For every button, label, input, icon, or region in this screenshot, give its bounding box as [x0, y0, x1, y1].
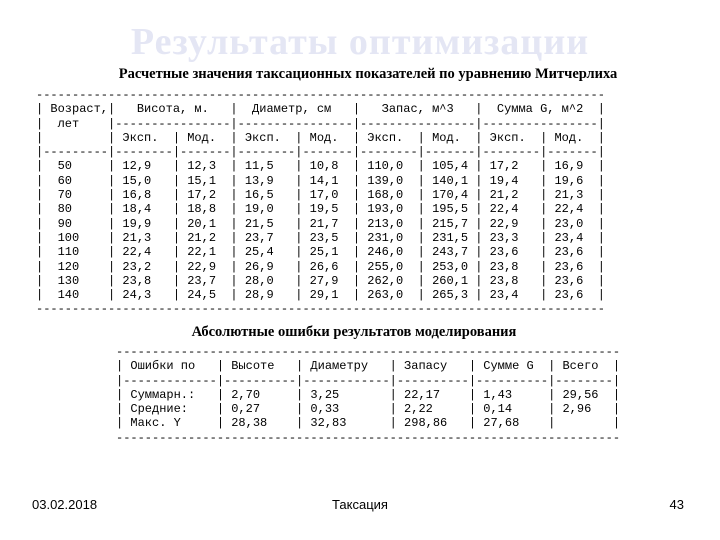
table-header-row: | лет |----------------|----------------|----------------|----------------|	[36, 116, 605, 131]
table-header-row: | Ошибки по | Высоте | Диаметру | Запасу | Сумме G | Всего |	[116, 359, 621, 374]
footer-subject: Таксация	[332, 497, 388, 512]
page-number: 43	[669, 497, 684, 512]
table-rule: ----------------------------------------------------------------------	[116, 430, 621, 445]
table-row: | Средние: | 0,27 | 0,33 | 2,22 | 0,14 | 2,96 |	[116, 402, 621, 417]
table-subheader-row: | | Эксп. | Мод. | Эксп. | Мод. | Эксп. | Мод. | Эксп. | Мод. |	[36, 130, 605, 145]
table-row: | 140 | 24,3 | 24,5 | 28,9 | 29,1 | 263,0 | 265,3 | 23,4 | 23,6 |	[36, 288, 605, 303]
table-row: | 50 | 12,9 | 12,3 | 11,5 | 10,8 | 110,0 | 105,4 | 17,2 | 16,9 |	[36, 159, 605, 174]
table-rule: ----------------------------------------------------------------------	[116, 345, 621, 359]
table-row: | 110 | 22,4 | 22,1 | 25,4 | 25,1 | 246,0 | 243,7 | 23,6 | 23,6 |	[36, 245, 605, 260]
table-row: | Макс. Y | 28,38 | 32,83 | 298,86 | 27,68 | |	[116, 416, 621, 431]
table-rule: -------------------------------------------------------------------------------	[36, 88, 605, 102]
table-rule: |-------------|----------|------------|----------|----------|--------|	[116, 373, 621, 388]
table2-caption: Абсолютные ошибки результатов моделирования	[191, 324, 517, 340]
table-row: | 80 | 18,4 | 18,8 | 19,0 | 19,5 | 193,0 | 195,5 | 22,4 | 22,4 |	[36, 202, 605, 217]
table-row: | 100 | 21,3 | 21,2 | 23,7 | 23,5 | 231,0 | 231,5 | 23,3 | 23,4 |	[36, 230, 605, 245]
table-rule: -------------------------------------------------------------------------------	[36, 302, 605, 317]
table-row: | 90 | 19,9 | 20,1 | 21,5 | 21,7 | 213,0 | 215,7 | 22,9 | 23,0 |	[36, 216, 605, 231]
footer-date: 03.02.2018	[32, 497, 98, 512]
table1-caption: Расчетные значения таксационных показателей по уравнению Митчерлиха	[118, 66, 618, 82]
table-row: | Суммарн.: | 2,70 | 3,25 | 22,17 | 1,43 | 29,56 |	[116, 387, 621, 402]
absolute-errors-table	[116, 345, 620, 445]
mitscherlich-values-table	[36, 88, 605, 317]
slide-title: Результаты оптимизации	[130, 21, 590, 63]
table-header-row: | Возраст,| Висота, м. | Диаметр, см | Запас, м^3 | Сумма G, м^2 |	[36, 102, 605, 117]
table-rule: |---------|--------|-------|--------|-------|--------|-------|--------|-------|	[36, 145, 605, 160]
table-row: | 60 | 15,0 | 15,1 | 13,9 | 14,1 | 139,0 | 140,1 | 19,4 | 19,6 |	[36, 173, 605, 188]
table-row: | 120 | 23,2 | 22,9 | 26,9 | 26,6 | 255,0 | 253,0 | 23,8 | 23,6 |	[36, 259, 605, 274]
table-row: | 70 | 16,8 | 17,2 | 16,5 | 17,0 | 168,0 | 170,4 | 21,2 | 21,3 |	[36, 188, 605, 203]
table-row: | 130 | 23,8 | 23,7 | 28,0 | 27,9 | 262,0 | 260,1 | 23,8 | 23,6 |	[36, 273, 605, 288]
